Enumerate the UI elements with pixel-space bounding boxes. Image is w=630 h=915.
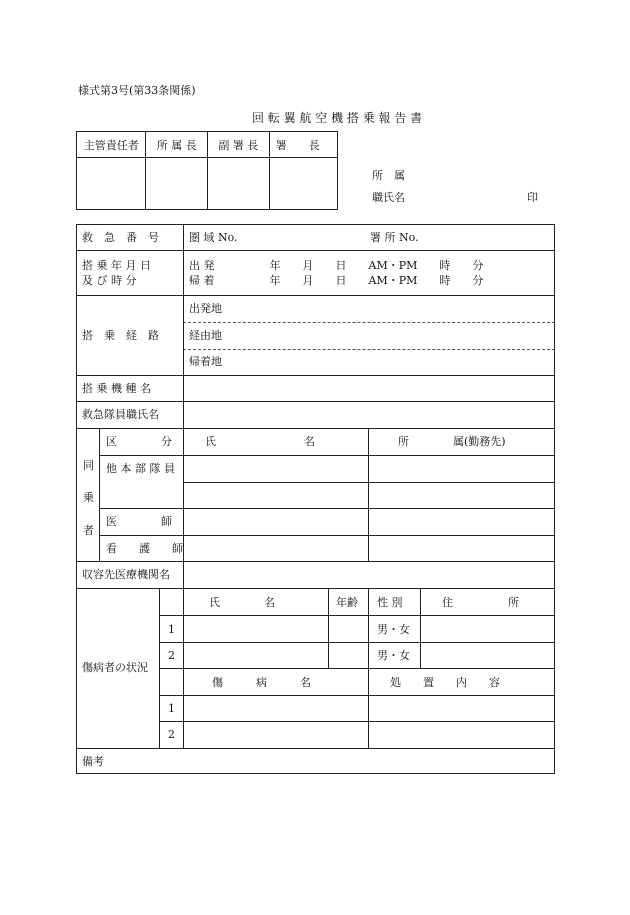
doctor-label: 医 師 — [106, 515, 172, 528]
passenger-affiliation-header: 所 属(勤務先) — [398, 435, 506, 448]
approval-head-dept: 所 属 長 — [146, 132, 208, 158]
injury-header: 傷 病 名 — [212, 676, 311, 689]
remarks-label: 備考 — [82, 755, 104, 768]
boarding-datetime-label-1: 搭 乗 年 月 日 — [82, 259, 151, 272]
return-datetime: 帰 着 年 月 日 AM・PM 時 分 — [189, 274, 484, 287]
patient-address-header: 住 所 — [442, 596, 519, 609]
treatment-header: 処 置 内 容 — [390, 676, 500, 689]
patient-name-header: 氏 名 — [209, 596, 275, 609]
approval-head-chief: 署 長 — [269, 132, 337, 158]
aircraft-label: 搭 乗 機 種 名 — [82, 382, 151, 395]
approval-head-deputy: 副 署 長 — [208, 132, 270, 158]
route-departure: 出発地 — [189, 302, 222, 315]
passenger-name-header: 氏 名 — [205, 435, 315, 448]
other-hq-staff-label: 他 本 部 隊 員 — [106, 462, 175, 475]
patient-row-2-number: 2 — [168, 649, 175, 662]
injury-row-2-number: 2 — [168, 728, 175, 741]
patient-status-label: 傷病者の状況 — [82, 661, 148, 674]
route-via: 経由地 — [189, 329, 222, 342]
approval-seal-1[interactable] — [77, 158, 146, 210]
passenger-category-header: 区 分 — [106, 435, 172, 448]
applicant-affiliation-label: 所 属 — [372, 169, 405, 182]
route-label: 搭 乗 経 路 — [82, 329, 159, 342]
form-title: 回 転 翼 航 空 機 搭 乗 報 告 書 — [252, 111, 423, 125]
boarding-datetime-label-2: 及 び 時 分 — [82, 274, 137, 287]
patient-2-sex-option[interactable]: 男・女 — [377, 649, 410, 662]
patient-sex-header: 性 別 — [377, 596, 403, 609]
patient-row-1-number: 1 — [168, 623, 175, 636]
seal-mark: 印 — [527, 191, 538, 204]
patient-age-header: 年齢 — [336, 596, 358, 609]
passenger-group-3: 者 — [83, 524, 94, 537]
station-number-label: 署 所 No. — [370, 231, 419, 244]
approval-head-manager: 主管責任者 — [77, 132, 146, 158]
main-form — [76, 224, 555, 774]
passenger-group-1: 同 — [83, 459, 94, 472]
applicant-name-label: 職氏名 — [372, 191, 405, 204]
passenger-group-2: 乗 — [83, 491, 94, 504]
rescue-number-label: 救 急 番 号 — [82, 231, 159, 244]
approval-table — [76, 131, 338, 210]
hospital-label: 収容先医療機関名 — [82, 568, 170, 581]
approval-seal-4[interactable] — [269, 158, 337, 210]
approval-seal-3[interactable] — [208, 158, 270, 210]
crew-label: 救急隊員職氏名 — [82, 408, 159, 421]
route-return: 帰着地 — [189, 355, 222, 368]
area-number-label: 圏 域 No. — [189, 231, 238, 244]
injury-row-1-number: 1 — [168, 702, 175, 715]
patient-1-sex-option[interactable]: 男・女 — [377, 623, 410, 636]
nurse-label: 看 護 師 — [106, 542, 183, 555]
departure-datetime: 出 発 年 月 日 AM・PM 時 分 — [189, 259, 484, 272]
form-number: 様式第3号(第33条関係) — [78, 84, 196, 97]
approval-seal-2[interactable] — [146, 158, 208, 210]
